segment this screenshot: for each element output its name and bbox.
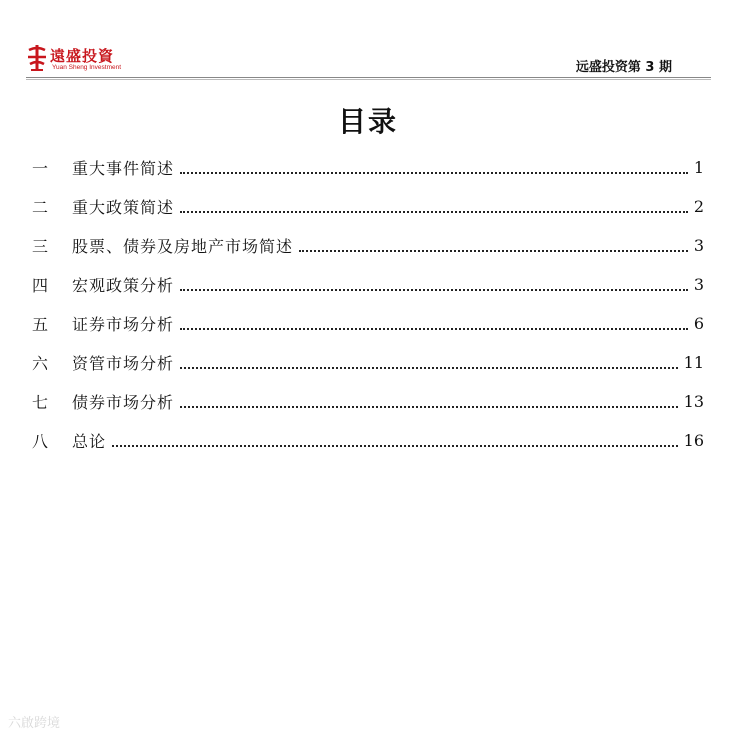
watermark: 六啟跨境 (8, 716, 61, 731)
dot-leader (180, 211, 688, 213)
toc-entry-title: 总论 (72, 432, 107, 451)
toc-entry-title: 资管市场分析 (72, 354, 175, 373)
toc-entry-page: 13 (683, 392, 704, 411)
table-of-contents (32, 148, 704, 460)
toc-entry[interactable] (32, 382, 704, 421)
logo-chinese-name: 遠盛投資 (50, 47, 115, 65)
toc-entry[interactable] (32, 148, 704, 187)
dot-leader (180, 367, 678, 369)
toc-entry[interactable] (32, 265, 704, 304)
toc-entry-title: 证券市场分析 (72, 315, 175, 334)
toc-entry-page: 11 (683, 353, 704, 372)
toc-entry[interactable] (32, 343, 704, 382)
toc-entry-number: 八 (32, 432, 49, 451)
toc-entry-number: 六 (32, 354, 49, 373)
toc-entry-number: 四 (32, 276, 49, 295)
toc-entry-page: 16 (683, 431, 704, 450)
toc-entry-title: 宏观政策分析 (72, 276, 175, 295)
toc-entry-title: 重大政策简述 (72, 198, 175, 217)
header-divider (26, 77, 711, 78)
dot-leader (180, 172, 688, 174)
dot-leader (180, 406, 678, 408)
toc-entry[interactable] (32, 226, 704, 265)
dot-leader (112, 445, 678, 447)
toc-entry-number: 七 (32, 393, 49, 412)
dot-leader (180, 328, 688, 330)
logo-english-name: Yuan Sheng Investment (52, 64, 122, 71)
toc-entry-number: 五 (32, 315, 49, 334)
toc-entry[interactable] (32, 421, 704, 460)
page-header (0, 0, 736, 80)
toc-entry[interactable] (32, 304, 704, 343)
toc-entry-title: 股票、债券及房地产市场简述 (72, 237, 294, 256)
header-divider-secondary (26, 79, 711, 80)
toc-entry-page: 1 (693, 158, 704, 177)
logo-mark-icon (26, 44, 48, 72)
toc-entry-page: 3 (693, 275, 704, 294)
toc-entry-title: 债券市场分析 (72, 393, 175, 412)
toc-entry-page: 6 (693, 314, 704, 333)
dot-leader (299, 250, 688, 252)
toc-entry-page: 3 (693, 236, 704, 255)
toc-entry[interactable] (32, 187, 704, 226)
toc-title: 目录 (337, 105, 398, 138)
dot-leader (180, 289, 688, 291)
issue-label: 远盛投资第 3 期 (575, 60, 672, 75)
toc-entry-title: 重大事件简述 (72, 159, 175, 178)
toc-entry-number: 二 (32, 198, 49, 217)
toc-entry-number: 一 (32, 159, 49, 178)
company-logo (26, 44, 146, 76)
toc-entry-page: 2 (693, 197, 704, 216)
toc-entry-number: 三 (32, 237, 49, 256)
